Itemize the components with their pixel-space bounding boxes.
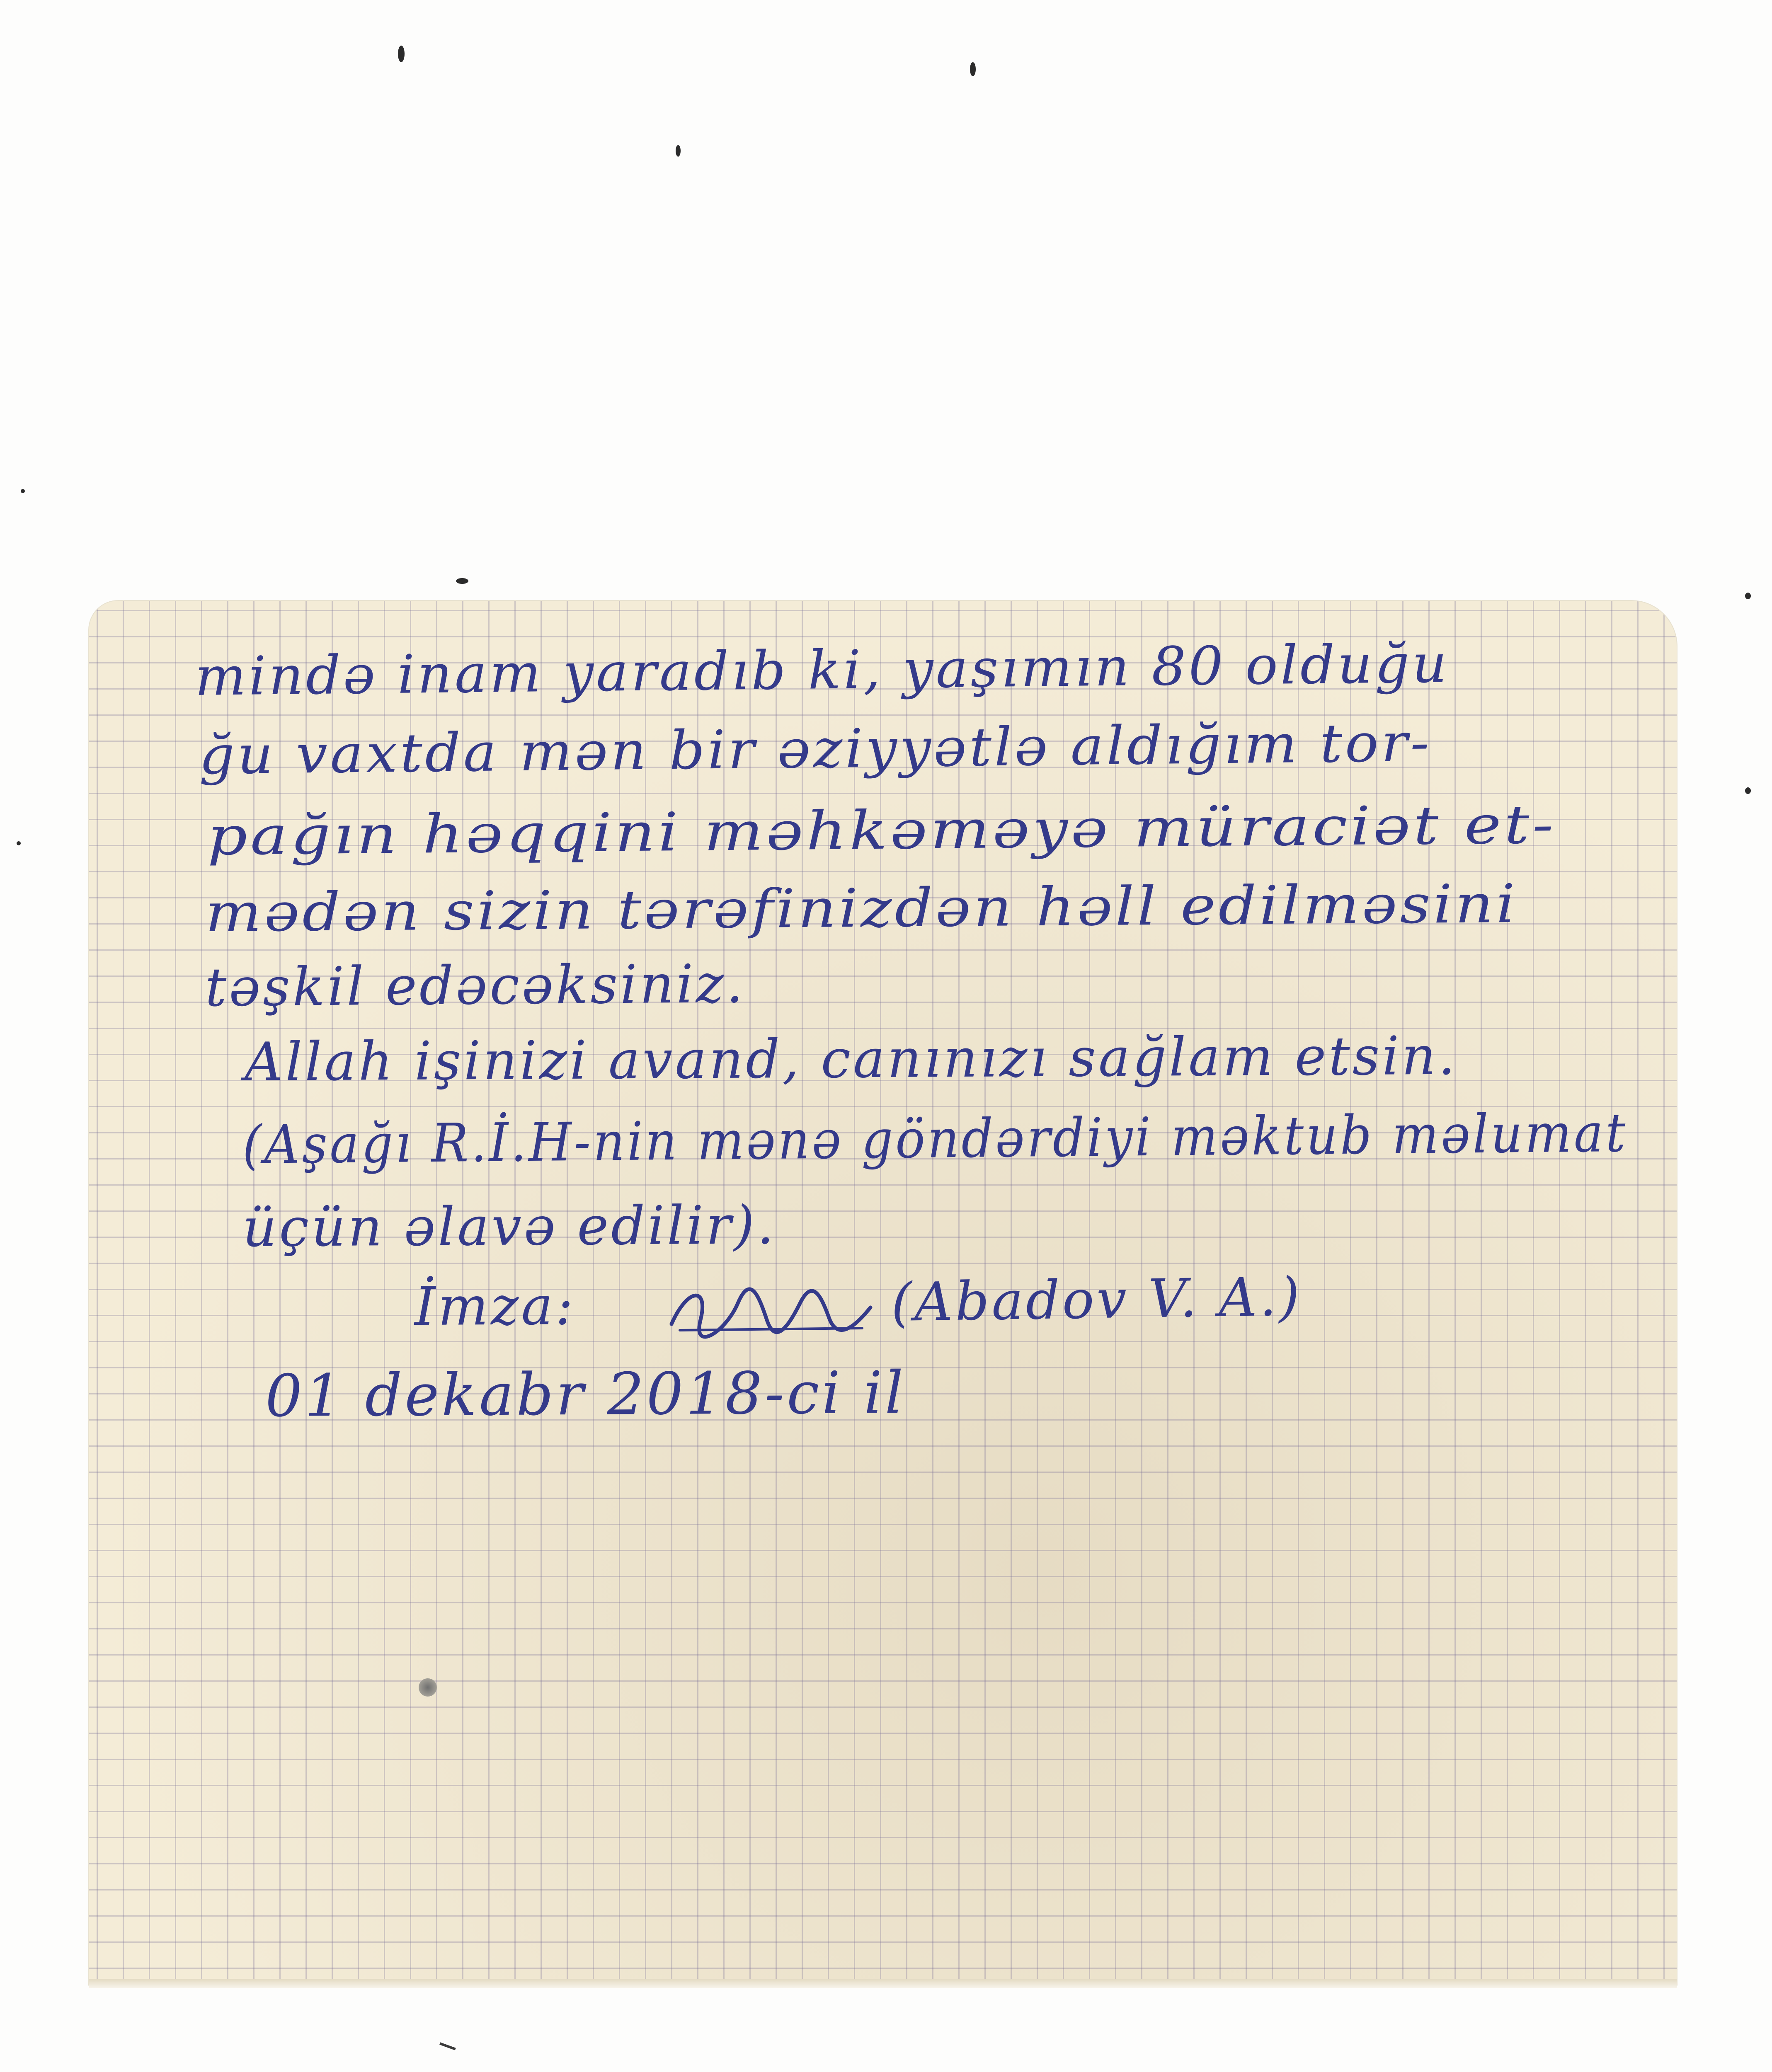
letter-date: 01 dekabr 2018-ci il	[265, 1359, 906, 1430]
dust-speck	[676, 145, 681, 157]
dust-speck	[970, 62, 976, 76]
dust-speck	[21, 489, 25, 493]
scan-streak	[439, 2042, 456, 2050]
dust-speck	[1745, 787, 1751, 794]
signature-scribble	[663, 1278, 879, 1341]
letter-line-6: Allah işinizi avand, canınızı sağlam etsin.	[244, 1025, 1458, 1093]
letter-line-1: mində inam yaradıb ki, yaşımın 80 olduğu	[194, 633, 1450, 708]
dust-speck	[398, 46, 405, 62]
paper-bottom-edge	[89, 1979, 1677, 1988]
letter-line-3: pağın həqqini məhkəməyə müraciət et-	[207, 794, 1557, 867]
signature-label: İmza:	[414, 1275, 576, 1338]
letter-line-7: (Aşağı R.İ.H-nin mənə göndərdiyi məktub məlumat	[242, 1102, 1628, 1176]
letter-line-4: mədən sizin tərəfinizdən həll edilməsini	[205, 873, 1518, 944]
letter-line-5: təşkil edəcəksiniz.	[205, 953, 746, 1019]
letter-line-2: ğu vaxtda mən bir əziyyətlə aldığım tor-	[199, 712, 1432, 787]
paper-hole-mark	[419, 1678, 437, 1697]
dust-speck	[1745, 593, 1751, 599]
dust-speck	[456, 578, 468, 584]
dust-speck	[17, 841, 21, 845]
letter-line-8: üçün əlavə edilir).	[242, 1194, 777, 1259]
signature-name: (Abadov V. A.)	[890, 1266, 1303, 1334]
